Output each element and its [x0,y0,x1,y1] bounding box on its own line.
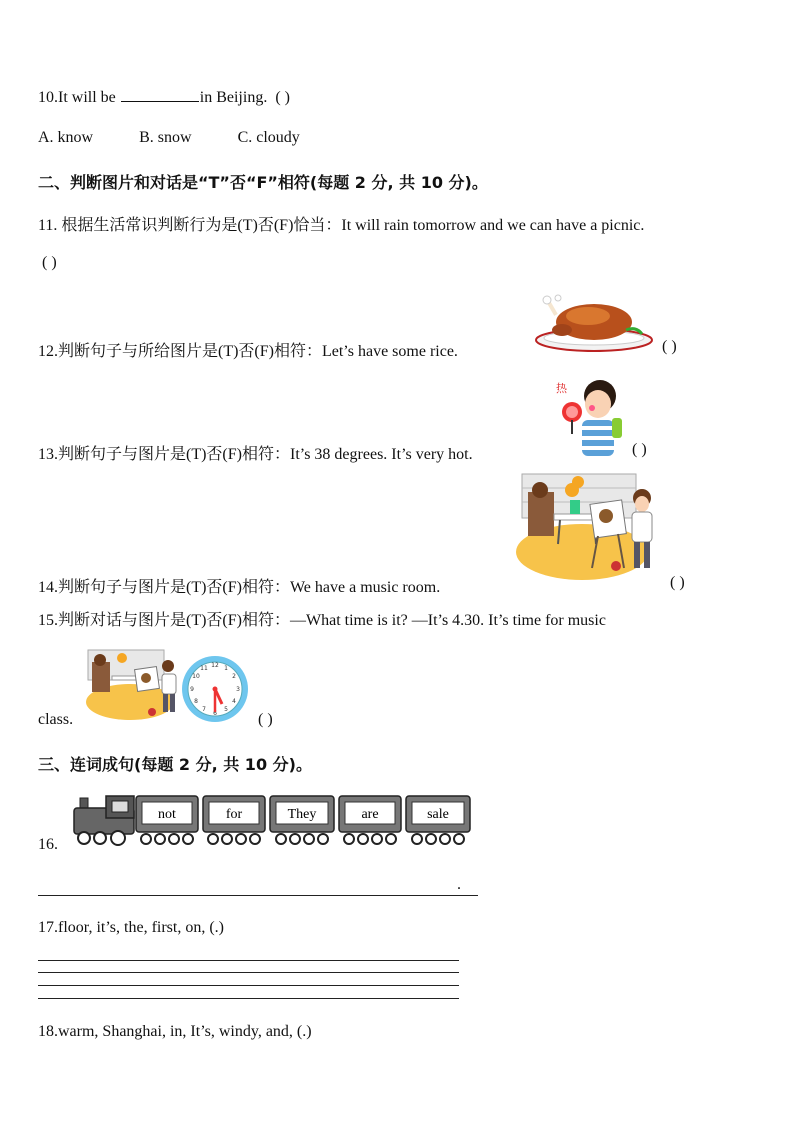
question-13: 13.判断句子与图片是(T)否(F)相符：It’s 38 degrees. It’s very hot. [38,446,473,463]
svg-text:4: 4 [232,698,236,705]
art-room-image [514,468,660,586]
clock-icon [180,654,250,724]
section-3-title: 三、连词成句(每题 2 分, 共 10 分)。 [38,755,312,774]
q17-answer-line-3[interactable] [38,985,459,986]
q15-text-continued: class. [38,711,74,728]
q16-number: 16. [38,836,58,853]
train-engine-icon [74,796,134,845]
word-card-4[interactable]: are [361,807,379,822]
svg-text:8: 8 [194,698,198,705]
question-18: 18.warm, Shanghai, in, It’s, windy, and, (.) [38,1023,312,1040]
q17-answer-line-4[interactable] [38,998,459,999]
q15-answer-paren[interactable]: ( ) [258,711,273,728]
svg-text:9: 9 [190,686,194,693]
question-17: 17.floor, it’s, the, first, on, (.) [38,919,224,936]
q10-option-a[interactable]: A. know [38,129,94,146]
q13-hot-label: 热 [556,382,567,395]
q14-answer-paren[interactable]: ( ) [670,574,685,591]
svg-text:11: 11 [200,665,208,672]
svg-text:5: 5 [224,706,228,713]
word-card-2[interactable]: for [225,807,243,822]
hot-girl-image [552,374,624,460]
word-card-5[interactable]: sale [427,807,449,822]
q16-answer-line[interactable] [38,895,478,896]
svg-text:7: 7 [202,706,206,713]
question-14: 14.判断句子与图片是(T)否(F)相符：We have a music room. [38,579,441,596]
svg-text:2: 2 [232,673,236,680]
train-car-2 [203,796,265,844]
svg-text:3: 3 [236,686,240,693]
q10-option-b[interactable]: B. snow [139,129,192,146]
q12-answer-paren[interactable]: ( ) [662,338,677,355]
section-2-title: 二、判断图片和对话是“T”否“F”相符(每题 2 分, 共 10 分)。 [38,173,488,192]
word-card-3[interactable]: They [287,807,317,822]
question-10 [38,87,290,107]
word-train-image [70,792,474,852]
q10-option-c[interactable]: C. cloudy [237,129,300,146]
train-car-5 [406,796,470,844]
q17-answer-line-1[interactable] [38,960,459,961]
art-class-image [84,646,180,724]
svg-text:10: 10 [192,673,200,680]
train-car-1 [136,796,198,844]
q10-number: 10. [38,89,58,106]
q10-text-before: It will be [58,89,120,106]
q10-blank[interactable] [121,87,199,102]
roast-turkey-image [534,290,654,354]
q10-options [38,129,342,147]
train-car-3 [270,796,334,844]
q10-answer-paren[interactable]: ( ) [275,89,290,106]
question-12: 12.判断句子与所给图片是(T)否(F)相符：Let’s have some rice. [38,343,458,360]
q16-end-mark: . [457,876,461,893]
question-15: 15.判断对话与图片是(T)否(F)相符：—What time is it? —It’s 4.30. It’s time for music [38,612,606,629]
svg-text:1: 1 [224,665,228,672]
q17-answer-line-2[interactable] [38,972,459,973]
word-card-1[interactable]: not [158,807,176,822]
q11-answer-paren[interactable]: ( ) [42,254,57,271]
question-11: 11. 根据生活常识判断行为是(T)否(F)恰当：It will rain tomorrow and we can have a picnic. [38,217,645,234]
train-car-4 [339,796,401,844]
svg-text:12: 12 [211,662,219,669]
svg-text:6: 6 [213,710,217,717]
q10-text-after: in Beijing. [199,89,268,106]
q13-answer-paren[interactable]: ( ) [632,441,647,458]
